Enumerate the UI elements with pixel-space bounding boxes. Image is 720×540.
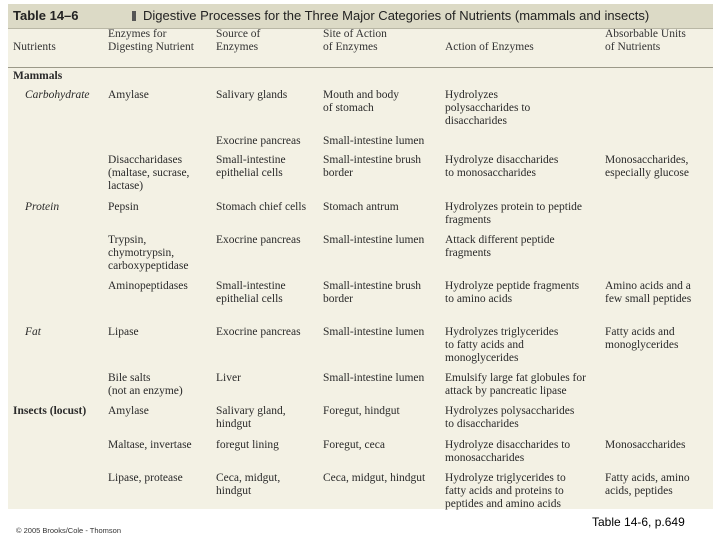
cell-action: Hydrolyzes protein to peptide fragments — [445, 201, 583, 226]
cell-action: Hydrolyze peptide fragments to amino acids — [445, 280, 580, 305]
header-enzymes: Enzymes for Digesting Nutrient — [108, 28, 194, 53]
header-site: Site of Action of Enzymes — [323, 28, 387, 53]
cell-site: Foregut, ceca — [323, 439, 385, 451]
cell-site: Small-intestine lumen — [323, 326, 425, 338]
subgroup-protein: Protein — [25, 201, 60, 213]
cell-enzyme: Amylase — [108, 405, 149, 417]
group-insects: Insects (locust) — [13, 405, 87, 417]
header-units: Absorbable Units of Nutrients — [605, 28, 686, 53]
subgroup-carbohydrate: Carbohydrate — [25, 89, 90, 101]
cell-site: Small-intestine lumen — [323, 234, 425, 246]
cell-source: Exocrine pancreas — [216, 326, 301, 338]
cell-action: Hydrolyze disaccharides to monosaccharides — [445, 154, 559, 179]
cell-enzyme: Aminopeptidases — [108, 280, 188, 292]
cell-units: Amino acids and a few small peptides — [605, 280, 692, 305]
title-separator-mark — [132, 11, 136, 21]
header-source: Source of Enzymes — [216, 28, 261, 53]
cell-source: Small-intestine epithelial cells — [216, 154, 286, 179]
cell-site: Stomach antrum — [323, 201, 399, 213]
cell-site: Small-intestine lumen — [323, 135, 425, 147]
cell-site: Small-intestine brush border — [323, 154, 422, 179]
cell-site: Mouth and body of stomach — [323, 89, 400, 114]
cell-enzyme: Bile salts (not an enzyme) — [108, 372, 183, 397]
header-divider — [8, 67, 713, 68]
cell-source: Stomach chief cells — [216, 201, 307, 213]
cell-action: Hydrolyze disaccharides to monosaccharides — [445, 439, 571, 464]
cell-action: Hydrolyzes polysaccharides to disaccharides — [445, 89, 531, 127]
cell-source: Small-intestine epithelial cells — [216, 280, 286, 305]
cell-enzyme: Lipase — [108, 326, 139, 338]
cell-action: Hydrolyzes polysaccharides to disaccharides — [445, 405, 575, 430]
subgroup-fat: Fat — [25, 326, 41, 338]
cell-site: Foregut, hindgut — [323, 405, 400, 417]
cell-enzyme: Amylase — [108, 89, 149, 101]
cell-enzyme: Lipase, protease — [108, 472, 183, 484]
cell-source: Ceca, midgut, hindgut — [216, 472, 281, 497]
cell-units: Monosaccharides, especially glucose — [605, 154, 689, 179]
cell-enzyme: Maltase, invertase — [108, 439, 192, 451]
cell-units: Fatty acids and monoglycerides — [605, 326, 679, 351]
cell-site: Ceca, midgut, hindgut — [323, 472, 426, 484]
cell-action: Hydrolyzes triglycerides to fatty acids and monoglycerides — [445, 326, 559, 364]
copyright-notice: © 2005 Brooks/Cole - Thomson — [16, 526, 122, 535]
table-title: Digestive Processes for the Three Major Categories of Nutrients (mammals and insects) — [143, 8, 650, 23]
cell-source: Salivary glands — [216, 89, 288, 101]
header-nutrients: Nutrients — [13, 41, 56, 53]
header-action: Action of Enzymes — [445, 41, 534, 53]
cell-action: Attack different peptide fragments — [445, 234, 555, 259]
cell-source: foregut lining — [216, 439, 279, 451]
group-mammals: Mammals — [13, 70, 63, 82]
cell-units: Monosaccharides — [605, 439, 686, 451]
cell-source: Exocrine pancreas — [216, 234, 301, 246]
cell-source: Salivary gland, hindgut — [216, 405, 286, 430]
table-title-bar — [8, 4, 713, 29]
cell-enzyme: Pepsin — [108, 201, 139, 213]
table-number: Table 14–6 — [13, 8, 79, 23]
cell-site: Small-intestine lumen — [323, 372, 425, 384]
table-panel — [8, 4, 713, 509]
figure-caption: Table 14-6, p.649 — [592, 515, 685, 529]
cell-action: Hydrolyze triglycerides to fatty acids and proteins to peptides and amino acids — [445, 472, 566, 510]
cell-enzyme: Disaccharidases (maltase, sucrase, lactase) — [108, 154, 190, 192]
cell-enzyme: Trypsin, chymotrypsin, carboxypeptidase — [108, 234, 189, 272]
cell-site: Small-intestine brush border — [323, 280, 422, 305]
cell-source: Liver — [216, 372, 241, 384]
cell-source: Exocrine pancreas — [216, 135, 301, 147]
cell-action: Emulsify large fat globules for attack by pancreatic lipase — [445, 372, 586, 397]
cell-units: Fatty acids, amino acids, peptides — [605, 472, 690, 497]
